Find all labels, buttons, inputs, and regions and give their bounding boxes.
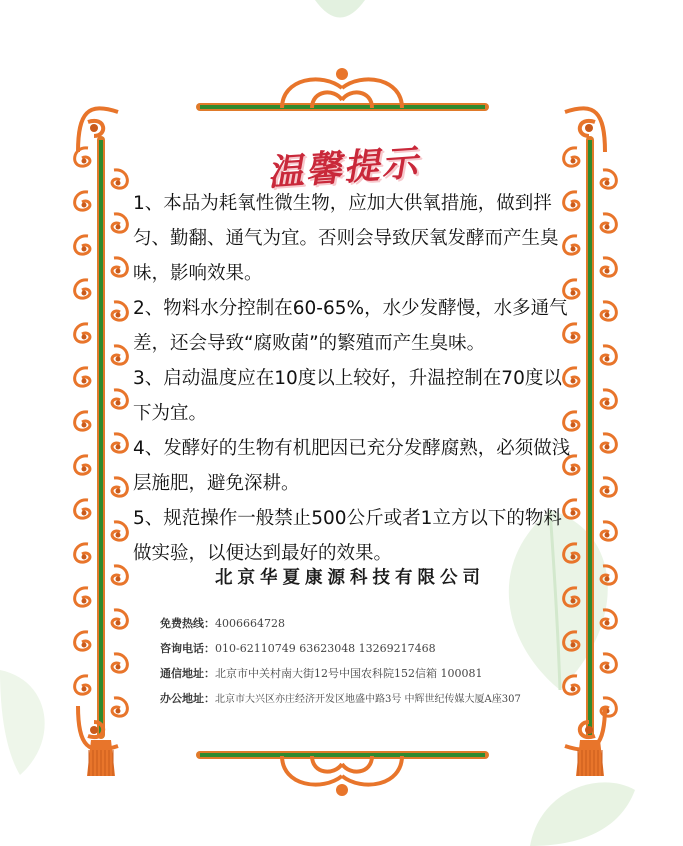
notice-items — [133, 186, 573, 571]
contact-mailing-address — [160, 661, 560, 686]
notice-item-4: 4、发酵好的生物有机肥因已充分发酵腐熟，必须做浅层施肥，避免深耕。 — [133, 438, 571, 494]
notice-item-2: 2、物料水分控制在60-65%，水少发酵慢，水多通气差，还会导致“腐败菌”的繁殖而产生臭味。 — [133, 298, 568, 354]
frame-corner-top-right — [565, 108, 605, 152]
frame-scroll-left — [75, 676, 90, 694]
frame-scroll-left — [112, 170, 127, 188]
contact-office-address — [160, 686, 560, 711]
frame-scroll-right — [564, 148, 579, 166]
notice-title: 温馨提示 — [266, 141, 421, 195]
notice-item-5: 5、规范操作一般禁止500公斤或者1立方以下的物料做实验，以便达到最好的效果。 — [133, 508, 562, 564]
frame-scroll-right — [601, 390, 616, 408]
notice-item-3: 3、启动温度应在10度以上较好，升温控制在70度以下为宜。 — [133, 368, 562, 424]
frame-scroll-left — [75, 456, 90, 474]
frame-scroll-right — [601, 522, 616, 540]
company-name: 北京华夏康源科技有限公司 — [215, 568, 485, 588]
frame-scroll-right — [601, 654, 616, 672]
frame-scroll-left — [112, 522, 127, 540]
frame-crest-top — [282, 68, 402, 108]
contact-hotline — [160, 611, 560, 636]
contact-label: 通信地址： — [160, 667, 215, 680]
frame-scroll-right — [601, 346, 616, 364]
frame-scroll-left — [75, 500, 90, 518]
frame-scroll-left — [112, 654, 127, 672]
contact-value: 4006664728 — [215, 617, 285, 630]
frame-scroll-left — [112, 302, 127, 320]
frame-scroll-left — [75, 192, 90, 210]
contact-list — [160, 611, 560, 711]
frame-scroll-right — [601, 478, 616, 496]
frame-scroll-left — [112, 610, 127, 628]
frame-scroll-right — [601, 434, 616, 452]
frame-scroll-left — [75, 368, 90, 386]
frame-scroll-left — [112, 258, 127, 276]
frame-scroll-left — [112, 698, 127, 716]
frame-tassel-right — [576, 740, 604, 776]
frame-scroll-left — [112, 214, 127, 232]
frame-scroll-right — [564, 588, 579, 606]
contact-label: 办公地址： — [160, 692, 215, 705]
frame-scroll-left — [75, 280, 90, 298]
frame-scroll-right — [601, 170, 616, 188]
frame-scroll-right — [601, 610, 616, 628]
frame-scroll-right — [601, 566, 616, 584]
contact-value: 北京市大兴区亦庄经济开发区地盛中路3号 中辉世纪传媒大厦A座307 — [215, 694, 521, 705]
contact-label: 免费热线： — [160, 617, 215, 630]
frame-scroll-left — [75, 412, 90, 430]
notice-item-1: 1、本品为耗氧性微生物，应加大供氧措施，做到拌匀、勤翻、通气为宜。否则会导致厌氧发酵而产生臭味，影响效果。 — [133, 193, 559, 284]
frame-scroll-left — [75, 324, 90, 342]
contact-value: 北京市中关村南大街12号中国农科院152信箱 100081 — [215, 667, 483, 680]
frame-scroll-left — [112, 566, 127, 584]
frame-scroll-right — [564, 676, 579, 694]
frame-scroll-left — [112, 434, 127, 452]
frame-tassel-left — [87, 740, 115, 776]
frame-scroll-left — [75, 544, 90, 562]
contact-value: 010-62110749 63623048 13269217468 — [215, 642, 436, 655]
frame-scroll-left — [112, 478, 127, 496]
contact-label: 咨询电话： — [160, 642, 215, 655]
frame-scroll-left — [112, 390, 127, 408]
frame-crest-bottom — [282, 756, 402, 796]
frame-scroll-right — [564, 632, 579, 650]
frame-scroll-left — [75, 236, 90, 254]
frame-scroll-left — [75, 588, 90, 606]
contact-phone — [160, 636, 560, 661]
frame-scroll-left — [112, 346, 127, 364]
frame-scroll-right — [601, 258, 616, 276]
frame-scroll-right — [601, 302, 616, 320]
frame-scroll-left — [75, 632, 90, 650]
frame-scroll-right — [601, 214, 616, 232]
